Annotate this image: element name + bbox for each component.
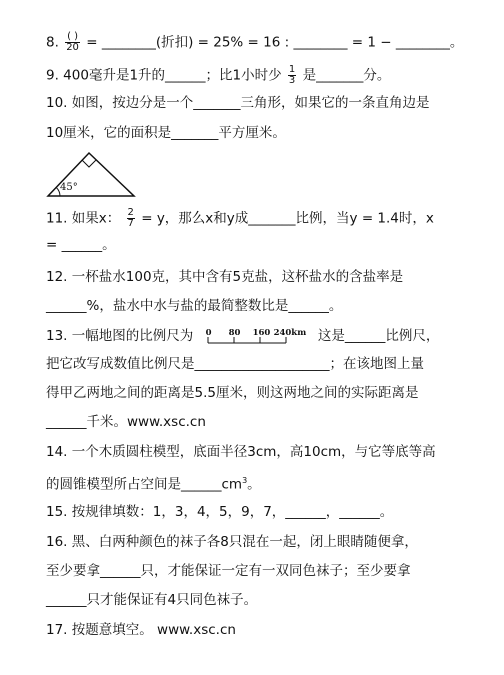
question-16-line3: ______只才能保证有4只同色袜子。 [46,592,258,608]
q9-tail: 是_______分。 [302,67,391,84]
question-11 [46,208,434,229]
question-14-line1: 14. 一个木质圆柱模型，底面半径3cm，高10cm，与它等底等高 [46,444,436,460]
q8-fraction [65,32,80,53]
angle-label: 45° [60,182,78,193]
question-13-line3: 得甲乙两地之间的距离是5.5厘米，则这两地之间的实际距离是 [46,385,419,401]
question-9 [46,65,390,86]
q13-tail: 这是______比例尺， [317,328,440,344]
q11-head: 11. 如果x： [46,210,121,227]
question-15: 15. 按规律填数：1，3，4，5，9，7，______，______。 [46,504,394,520]
q9-fraction [288,65,296,86]
question-8 [46,32,463,53]
q8-number: 8. [46,34,59,51]
q11-fraction [127,208,135,229]
question-13-line2: 把它改写成数值比例尺是____________________；在该地图上量 [46,356,424,372]
q11-frac-denominator: 7 [127,218,134,229]
scale-label-240km: 240km [273,328,307,338]
q14-superscript: 3 [242,476,248,485]
question-13-line4: ______千米。www.xsc.cn [46,414,206,430]
question-13-line1 [46,327,439,345]
q9-text: 9. 400毫升是1升的______；比1小时少 [46,67,282,84]
q14-end: 。 [247,476,261,493]
q8-frac-denominator: 20 [66,42,79,53]
scale-line [206,336,306,345]
q14-text: 的圆锥模型所占空间是______cm [46,476,243,493]
q13-head: 13. 一幅地图的比例尺为 [46,328,194,344]
q11-frac-numerator: 2 [127,207,134,218]
question-17: 17. 按题意填空。 www.xsc.cn [46,622,236,638]
q11-tail: = y，那么x和y成_______比例，当y = 1.4时，x [141,210,434,227]
map-scale-bar [206,327,306,345]
question-16-line1: 16. 黑、白两种颜色的袜子各8只混在一起，闭上眼睛随便拿， [46,534,418,550]
scale-label-80: 80 [228,328,241,338]
scale-label-160: 160 [252,328,271,338]
q9-frac-numerator: 1 [288,64,296,75]
question-10-line1: 10. 如图，按边分是一个_______三角形，如果它的一条直角边是 [46,95,430,111]
question-14-line2 [46,472,261,494]
q8-text: = ________(折扣) = 25% = 16 : ________ = 1 − ________。 [86,34,464,51]
right-angle-mark [82,160,96,167]
question-11-line2: = ______。 [46,237,116,253]
scale-label-0: 0 [205,328,212,338]
question-12-line2: ______%，盐水中水与盐的最简整数比是______。 [46,298,343,314]
question-10-line2: 10厘米，它的面积是_______平方厘米。 [46,125,286,141]
q8-frac-numerator: ( ) [67,31,79,42]
right-triangle-figure [46,150,146,198]
question-12-line1: 12. 一杯盐水100克，其中含有5克盐，这杯盐水的含盐率是 [46,269,404,285]
question-16-line2: 至少要拿______只，才能保证一定有一双同色袜子；至少要拿 [46,563,411,579]
q9-frac-denominator: 3 [288,75,296,86]
